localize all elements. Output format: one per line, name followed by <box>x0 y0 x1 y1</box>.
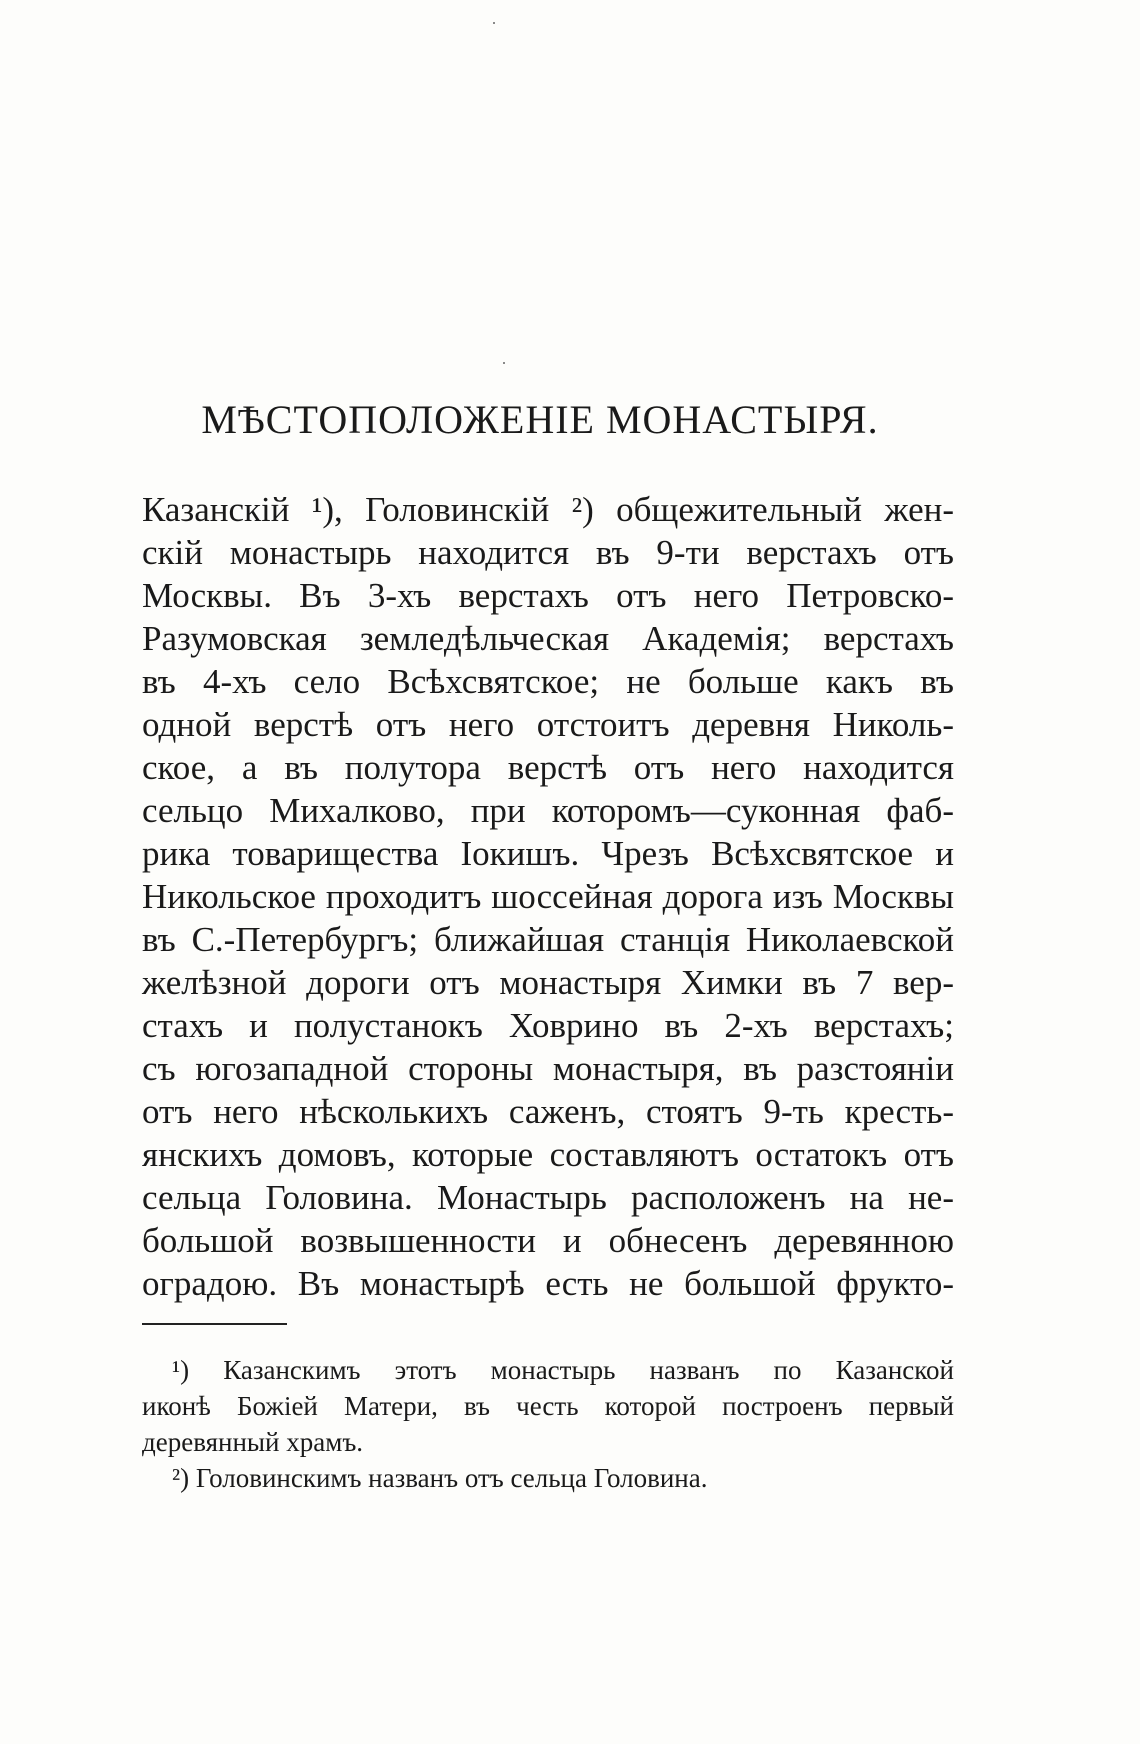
footnote-line: ²) Головинскимъ названъ отъ сельца Головина. <box>172 1463 708 1493</box>
text-line: сельцо Михалково, при которомъ—суконная фаб- <box>142 791 954 830</box>
scan-speck <box>503 362 505 364</box>
text-line: отъ него нѣсколькихъ саженъ, стоятъ 9-ть кресть- <box>142 1092 954 1131</box>
text-line: рика товарищества Іокишъ. Чрезъ Всѣхсвятское и <box>142 834 954 873</box>
text-line: сельца Головина. Монастырь расположенъ на не- <box>142 1178 954 1217</box>
text-line: желѣзной дороги отъ монастыря Химки въ 7 вер- <box>142 963 954 1002</box>
text-line: съ югозападной стороны монастыря, въ разстояніи <box>142 1049 954 1088</box>
text-line: ское, а въ полутора верстѣ отъ него находится <box>142 748 954 787</box>
footnote-line: ¹) Казанскимъ этотъ монастырь названъ по Казанской <box>172 1355 954 1385</box>
text-line: Казанскій ¹), Головинскій ²) общежительный жен- <box>142 490 954 529</box>
scan-speck <box>493 22 495 24</box>
footnote-line: иконѣ Божіей Матери, въ честь которой построенъ первый <box>142 1391 954 1421</box>
text-line: янскихъ домовъ, которые составляютъ остатокъ отъ <box>142 1135 954 1174</box>
text-line: Москвы. Въ 3-хъ верстахъ отъ него Петровско- <box>142 576 954 615</box>
page-title: МѢСТОПОЛОЖЕНІЕ МОНАСТЫРЯ. <box>201 397 879 442</box>
footnotes <box>142 1352 954 1496</box>
text-line: большой возвышенности и обнесенъ деревянною <box>142 1221 954 1260</box>
body-paragraph <box>142 488 954 1305</box>
text-line: въ С.-Петербургъ; ближайшая станція Николаевской <box>142 920 954 959</box>
text-line: скій монастырь находится въ 9-ти верстахъ отъ <box>142 533 954 572</box>
text-line: Никольское проходитъ шоссейная дорога изъ Москвы <box>142 877 954 916</box>
text-line: одной верстѣ отъ него отстоитъ деревня Николь- <box>142 705 954 744</box>
footnote-line: деревянный храмъ. <box>142 1427 364 1457</box>
text-line: Разумовская земледѣльческая Академія; верстахъ <box>142 619 954 658</box>
text-line: въ 4-хъ село Всѣхсвятское; не больше какъ въ <box>142 662 954 701</box>
text-line: стахъ и полустанокъ Ховрино въ 2-хъ верстахъ; <box>142 1006 954 1045</box>
footnote-divider <box>142 1323 287 1325</box>
text-line: оградою. Въ монастырѣ есть не большой фрукто- <box>142 1264 954 1303</box>
